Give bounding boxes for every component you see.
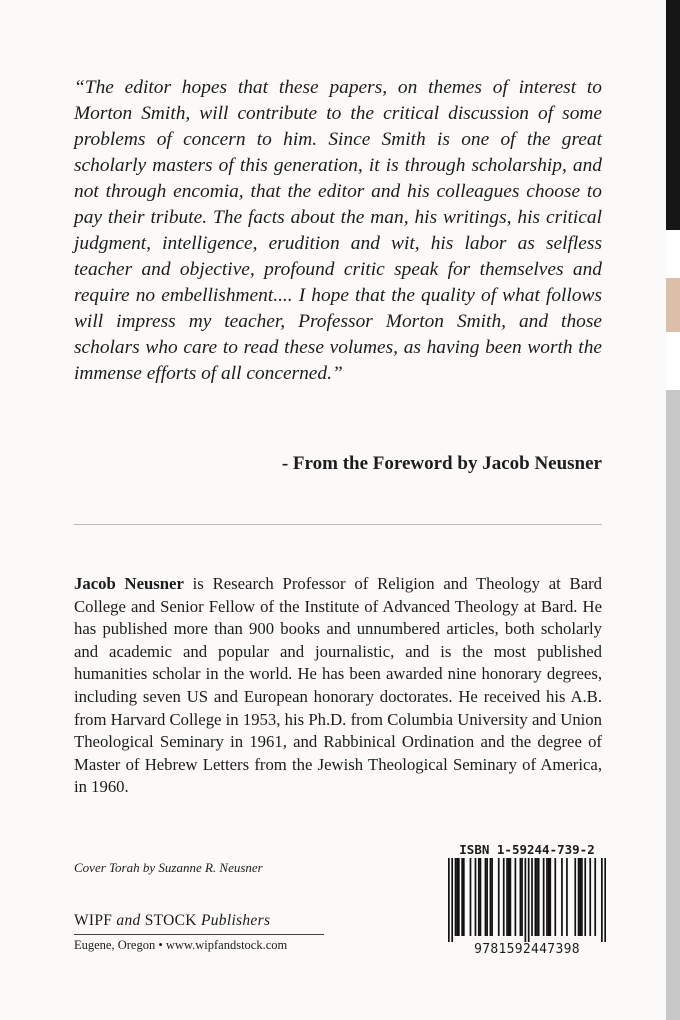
- barcode-bar: [554, 858, 556, 936]
- barcode-bar: [578, 858, 580, 936]
- barcode-bar: [498, 858, 500, 936]
- author-bio-text: is Research Professor of Religion and Theology at Bard College and Senior Fellow of the Institute of Advanced Theology at Bard. He has published more than 900 books and unnumbered articles, both scholarly and academic and popular and journalistic, and is the most published humanities scholar in the world. He has been awarded nine honorary degrees, including seven US and European honorary doctorates. He received his A.B. from Harvard College in 1953, his Ph.D. from Columbia University and Union Theological Seminary in 1961, and Rabbinical Ordination and the degree of Master of Hebrew Letters from the Jewish Theological Seminary of America, in 1960.: [74, 574, 602, 797]
- publisher-rule: [74, 934, 324, 935]
- barcode-bar: [463, 858, 465, 936]
- barcode-bar: [508, 858, 510, 936]
- barcode-bar: [510, 858, 512, 936]
- barcode-bar: [594, 858, 596, 936]
- barcode-bar: [486, 858, 488, 936]
- barcode-bar: [448, 858, 450, 942]
- cover-credit: Cover Torah by Suzanne R. Neusner: [74, 860, 263, 875]
- isbn-digits: 9781592447398: [474, 942, 580, 957]
- barcode-bar: [589, 858, 591, 936]
- barcode-bar: [584, 858, 586, 936]
- barcode-bar: [543, 858, 545, 936]
- barcode-bar: [538, 858, 540, 936]
- barcode-bar: [478, 858, 480, 936]
- barcode-bar: [601, 858, 603, 942]
- barcode-bar: [546, 858, 548, 936]
- barcode-bar: [491, 858, 493, 936]
- publisher-name-part1: WIPF: [74, 912, 117, 929]
- spine-edge-gap: [666, 230, 680, 278]
- quote-attribution: - From the Foreword by Jacob Neusner: [281, 453, 602, 474]
- barcode-bar: [561, 858, 563, 936]
- barcode-bar: [549, 858, 551, 936]
- barcode-bar: [451, 858, 453, 942]
- barcode-bar: [461, 858, 463, 936]
- author-name: Jacob Neusner: [74, 574, 184, 593]
- barcode-bar: [531, 858, 533, 936]
- barcode-bar: [536, 858, 538, 936]
- spine-edge-dark: [666, 0, 680, 230]
- barcode-bar: [521, 858, 523, 936]
- author-bio: [74, 573, 602, 799]
- publisher-name: [74, 912, 270, 930]
- barcode-bar: [520, 858, 522, 936]
- publisher-name-part2: STOCK: [140, 912, 201, 929]
- barcode-bar: [470, 858, 472, 936]
- section-divider: [74, 524, 602, 525]
- barcode-bar: [579, 858, 581, 936]
- barcode-bar: [485, 858, 487, 936]
- spine-edge-accent: [666, 278, 680, 332]
- barcode-bar: [506, 858, 508, 936]
- isbn-label: ISBN 1-59244-739-2: [459, 842, 595, 857]
- barcode-bar: [566, 858, 568, 936]
- barcode-bar: [456, 858, 458, 936]
- publisher-location: Eugene, Oregon • www.wipfandstock.com: [74, 938, 288, 952]
- isbn-barcode: [448, 858, 606, 942]
- barcode-bar: [475, 858, 477, 936]
- barcode-bar: [458, 858, 460, 936]
- barcode-bar: [574, 858, 576, 936]
- barcode-bar: [490, 858, 492, 936]
- barcode-bar: [528, 858, 530, 942]
- barcode-bar: [515, 858, 517, 936]
- barcode-bar: [581, 858, 583, 936]
- spine-edge-gap-2: [666, 332, 680, 390]
- barcode-bar: [525, 858, 527, 942]
- barcode-bar: [455, 858, 457, 936]
- barcode-bar: [604, 858, 606, 942]
- publisher-name-and: and: [116, 912, 141, 929]
- barcode-bar: [534, 858, 536, 936]
- barcode-bar: [480, 858, 482, 936]
- foreword-quote: “The editor hopes that these papers, on themes of interest to Morton Smith, will contribute to the critical discussion of some problems of concern to him. Since Smith is one of the great scholarly masters of this generation, it is through scholarship, and not through encomia, that the editor and his colleagues choose to pay their tribute. The facts about the man, his writings, his critical judgment, intelligence, erudition and wit, his labor as selfless teacher and objective, profound critic speak for themselves and require no embellishment.... I hope that the quality of what follows will impress my teacher, Professor Morton Smith, and those scholars who care to read these volumes, as having been worth the immense efforts of all concerned.”: [74, 77, 602, 384]
- barcode-bar: [503, 858, 505, 936]
- barcode-bar: [548, 858, 550, 936]
- spine-edge-gray: [666, 390, 680, 1020]
- publisher-name-publishers: Publishers: [200, 912, 271, 929]
